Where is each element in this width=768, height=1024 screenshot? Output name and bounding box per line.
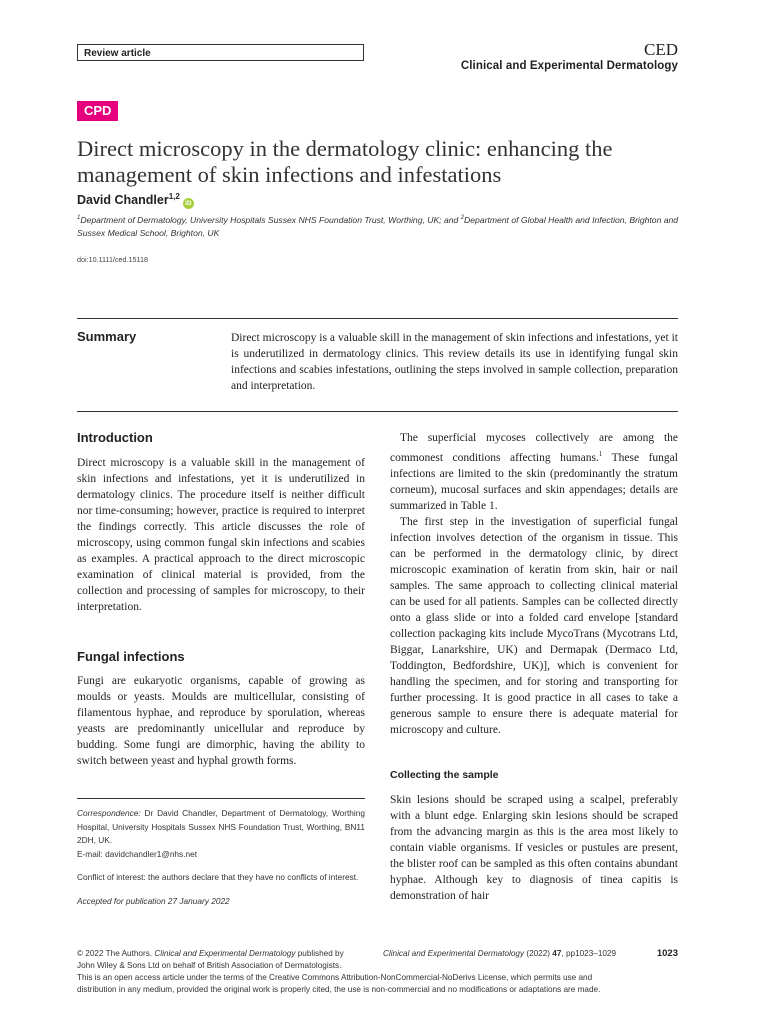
citation-line: Clinical and Experimental Dermatology (2022) 47, pp1023–1029: [383, 949, 617, 958]
doi[interactable]: doi:10.1111/ced.15118: [77, 255, 149, 264]
summary-text: Direct microscopy is a valuable skill in the management of skin infections and infestations, yet it is underutilized in dermatology clinics. This review details its use in identifying fungal skin infections and scabies infestations, outlining the steps involved in sample collection, preparation and interpretation.: [231, 332, 678, 392]
journal-name: Clinical and Experimental Dermatology: [460, 60, 678, 72]
collecting-paragraph: Skin lesions should be scraped using a scalpel, preferably with a blunt edge. Enlarging skin lesions should be scraped from the advancing margin as this is the area most likely to contain viable organisms. If vesicles or pustules are present, the blister roof can be sampled as this often contains abundant hyphae. Although key to diagnosis of tinea capitis is demonstration of hair: [390, 794, 678, 902]
summary-bottom-rule: [77, 411, 678, 412]
affiliations: [77, 212, 689, 241]
affiliation-1: Department of Dermatology, University Hospitals Sussex NHS Foundation Trust, Worthing, UK; and: [80, 214, 461, 225]
affiliation-2: Department of Global Health and Infection, Brighton and Sussex Medical School, Brighton, UK: [77, 214, 679, 239]
correspondence-label: Correspondence:: [77, 808, 141, 818]
correspondence-text: Dr David Chandler, Department of Dermatology, Worthing Hospital, University Hospitals Sussex NHS Foundation Trust, Worthing, BN11 2DH, UK.: [77, 808, 365, 845]
author-line: [77, 192, 194, 209]
collecting-sample-text: [390, 792, 678, 904]
correspondence-rule: [77, 798, 365, 799]
affil-sup-1: 1: [77, 215, 81, 221]
introduction-paragraph: Direct microscopy is a valuable skill in the management of skin infections and infestations, yet it is underutilized in dermatology clinics. The procedure itself is neither difficult nor time-consuming; however, practice is required to interpret the findings correctly. This article discusses the role of microscopy, using common fungal skin infections and scabies as examples. A practical approach to the direct microscopic examination of clinical material is provided, from the collection and processing of samples for microscopy, to their interpretation.: [77, 457, 365, 613]
publisher-line: John Wiley & Sons Ltd on behalf of British Association of Dermatologists.: [77, 961, 342, 970]
correspondence-email[interactable]: E-mail: davidchandler1@nhs.net: [77, 848, 198, 859]
affil-sup-2: 2: [460, 215, 465, 221]
author-name: David Chandler: [77, 193, 169, 208]
journal-abbreviation: CED: [644, 40, 678, 59]
conflict-of-interest: Conflict of interest: the authors declare that they have no conflicts of interest.: [77, 872, 359, 882]
orcid-icon[interactable]: iD: [183, 198, 194, 209]
article-title: Direct microscopy in the dermatology clinic: enhancing the management of skin infections and infestations: [77, 136, 613, 187]
first-step-paragraph: The first step in the investigation of superficial fungal infection involves detection of the organism in tissue. This can be performed in the dermatology clinic, by direct microscopic examination of keratin from skin, hair or nail samples. The same approach to collecting clinical material can be used for all patients. Samples can be collected directly onto a glass slide or into a folded card envelope [standard collection packaging kits include MycoTrans (Mycotrans Ltd, Biggar, Lanarkshire, UK) and Dermapak (Dermaco Ltd, Toddington, Bedfordshire, UK)], which is convenient for handling the specimen, and for storing and transporting for further processing. It is good practice in all cases to take a generous sample to ensure there is adequate material for microscopy and culture.: [390, 515, 678, 736]
fungal-paragraph: Fungi are eukaryotic organisms, capable of growing as moulds or yeasts. Moulds are multicellular, consisting of filamentous hyphae, and reproduce by sporulation, whereas yeasts are predominantly unicellular and reproduce by budding. Some fungi are dimorphic, having the ability to switch between yeast and hyphal growth forms.: [77, 675, 365, 767]
copyright-line: © 2022 The Authors. Clinical and Experimental Dermatology published by: [77, 949, 344, 958]
superficial-mycoses-paragraph: The superficial mycoses collectively are among the commonest conditions affecting humans.$^1$ These fungal infections are limited to the skin (predominantly the stratum corneum), mucosal surfaces and skin appendages; details are summarized in Table 1.: [390, 432, 678, 512]
correspondence-block: [77, 807, 365, 908]
author-affil-sup: 1,2: [168, 192, 180, 201]
summary-heading: Summary: [77, 329, 137, 344]
accepted-date: Accepted for publication 27 January 2022: [77, 895, 230, 906]
license-line-1: This is an open access article under the terms of the Creative Commons Attribution-NonCommercial-NoDerivs License, which permits use and: [77, 973, 593, 982]
right-column-text: [390, 430, 678, 738]
introduction-text: [77, 455, 365, 615]
page-number: 1023: [656, 948, 678, 959]
reference-1[interactable]: 1: [598, 450, 603, 458]
summary-top-rule: [77, 318, 678, 319]
introduction-heading: Introduction: [77, 430, 153, 445]
cpd-badge: CPD: [77, 101, 118, 121]
collecting-sample-heading: Collecting the sample: [390, 769, 499, 781]
fungal-infections-text: [77, 673, 365, 769]
article-type-label: Review article: [77, 44, 364, 61]
license-line-2: distribution in any medium, provided the original work is properly cited, the use is non-commercial and no modifications or adaptations are made.: [77, 985, 601, 994]
fungal-infections-heading: Fungal infections: [77, 649, 185, 664]
